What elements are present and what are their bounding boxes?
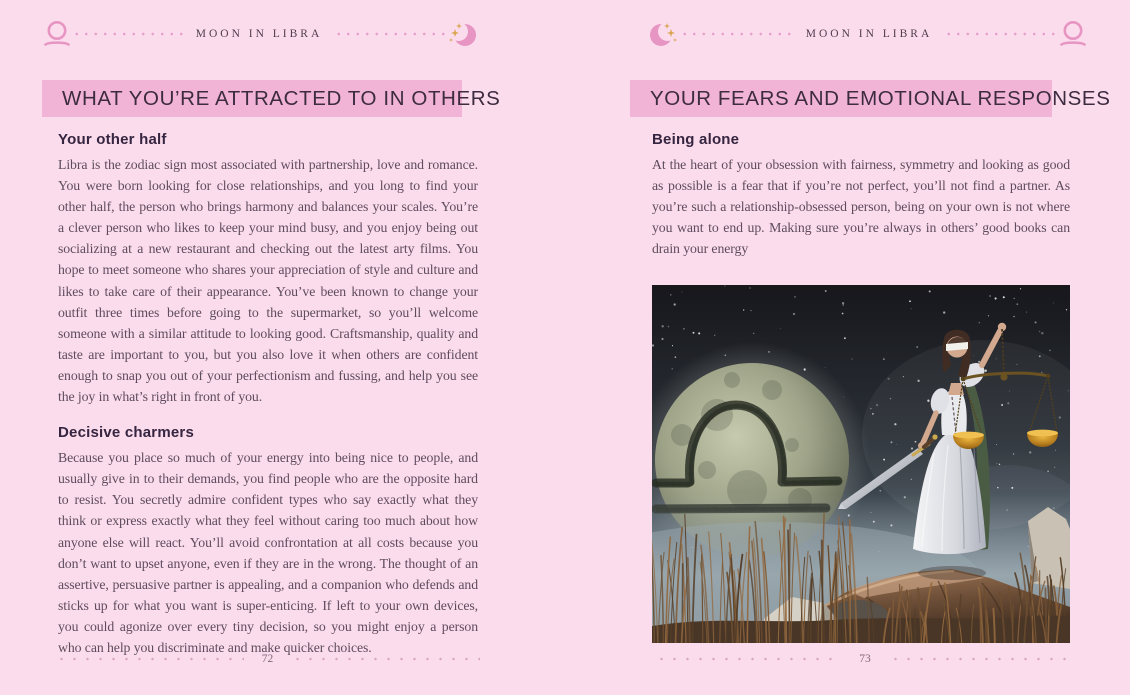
right-page-content (652, 131, 1070, 643)
footer-dotted-rule (655, 657, 841, 661)
moon-sparkles-icon (648, 18, 680, 50)
body-paragraph: At the heart of your obsession with fairness, symmetry and looking as good as possible is a fear that if you’re not perfect, you’ll not find a partner. As you’re such a relationship-obsessed person, being on your own is not where you want to end up. Making sure you’re always in others’ good books can drain your energy (652, 157, 1070, 257)
left-page-content (58, 131, 478, 675)
header-dotted-rule (680, 32, 794, 36)
header-dotted-rule (334, 32, 446, 36)
subsection-heading: Decisive charmers (58, 424, 194, 442)
page-number: 73 (859, 653, 871, 665)
body-paragraph: Because you place so much of your energy into being nice to people, and usually give in to their demands, you find people who are the opposite hard to resist. You secretly admire confident types who say exactly what they think or express exactly what they feel without caring too much about how anyone else will react. You’ll avoid confrontation at all costs because you don’t want to upset anyone, even if they are in the wrong. The thought of an assertive, persuasive partner is appealing, and a companion who defends and sticks up for what you want is super-enticing. If left to your own devices, you could agonize over every tiny decision, so you might enjoy a person who can help you discriminate and make quicker choices. (58, 450, 478, 655)
section-title-banner: WHAT YOU’RE ATTRACTED TO IN OTHERS (42, 80, 462, 117)
libra-glyph-icon (42, 18, 72, 50)
right-page-header (648, 16, 1088, 52)
page-number: 72 (261, 653, 274, 665)
header-dotted-rule (944, 32, 1058, 36)
running-head: MOON IN LIBRA (805, 28, 933, 40)
subsection-heading: Your other half (58, 131, 167, 148)
footer-dotted-rule (291, 657, 480, 661)
subsection-heading: Being alone (652, 131, 740, 148)
running-head: MOON IN LIBRA (195, 28, 323, 40)
left-page-footer (55, 653, 480, 665)
right-page-footer (655, 653, 1075, 665)
lady-justice-moon-illustration (652, 285, 1070, 643)
section-title-banner: YOUR FEARS AND EMOTIONAL RESPONSES (630, 80, 1052, 117)
left-page-header (42, 16, 478, 52)
body-paragraph: Libra is the zodiac sign most associated with partnership, love and romance. You were born looking for close relationships, and you long to find your other half, the person who brings harmony and balances your scales. You’re a clever person who likes to keep your mind busy, and you enjoy being out socializing at a new restaurant and checking out the latest arty films. You hope to meet someone who shares your appreciation of style and culture and likes to take care of their appearance. You’ve been known to change your outfit three times before going to the supermarket, so you’ll welcome someone with a similar attitude to looking good. Craftsmanship, quality and taste are important to you, but you also love it when others are confident enough to snap you out of your perfectionism and fussing, and help you see the joy in what’s right in front of you. (58, 157, 478, 405)
page-right (565, 0, 1130, 695)
moon-sparkles-icon (446, 18, 478, 50)
footer-dotted-rule (889, 657, 1075, 661)
header-dotted-rule (72, 32, 184, 36)
footer-dotted-rule (55, 657, 244, 661)
libra-glyph-icon (1058, 18, 1088, 50)
